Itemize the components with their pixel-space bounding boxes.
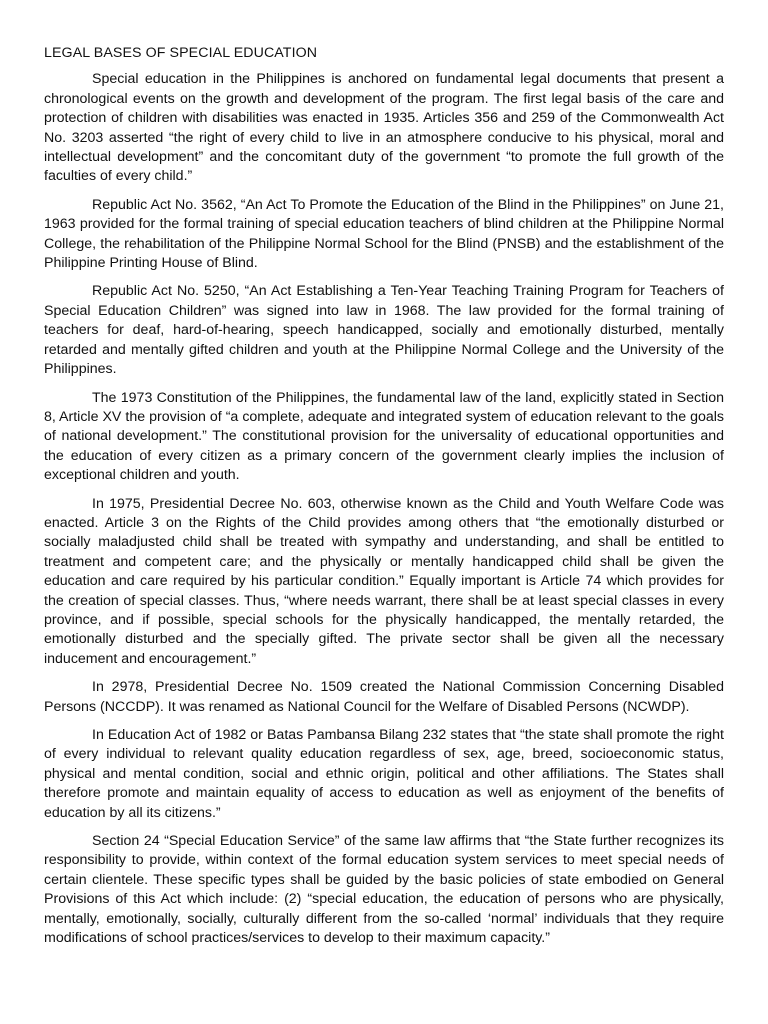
paragraph-pd-603: In 1975, Presidential Decree No. 603, otherwise known as the Child and Youth Welfare Code was enacted. Article 3 on the Rights of the Child provides among others that “the emotionally disturbed or socially maladjusted child shall be treated with sympathy and understanding, and shall be entitled to treatment and competent care; and the physically or mentally handicapped child shall be given the education and care required by his particular condition.” Equally important is Article 74 which provides for the creation of special classes. Thus, “where needs warrant, there shall be at least special classes in every province, and if possible, special schools for the physically handicapped, the mentally retarded, the emotionally disturbed and the specially gifted. The private sector shall be given all the necessary inducement and encouragement.” <box>44 495 724 667</box>
paragraph-1973-constitution: The 1973 Constitution of the Philippines, the fundamental law of the land, explicitly stated in Section 8, Article XV the provision of “a complete, adequate and integrated system of education relevant to the goals of national development.” The constitutional provision for the universality of educational opportunities and the education of every citizen as a primary concern of the government clearly implies the inclusion of exceptional children and youth. <box>44 389 724 484</box>
document-title: LEGAL BASES OF SPECIAL EDUCATION <box>44 45 318 61</box>
paragraph-commonwealth-act: Special education in the Philippines is anchored on fundamental legal documents that present a chronological events on the growth and development of the program. The first legal basis of the care and protection of children with disabilities was enacted in 1935. Articles 356 and 259 of the Commonwealth Act No. 3203 asserted “the right of every child to live in an atmosphere conducive to his physical, moral and intellectual development” and the concomitant duty of the government “to promote the full growth of the faculties of every child.” <box>44 71 724 185</box>
paragraph-ra-5250: Republic Act No. 5250, “An Act Establishing a Ten-Year Teaching Training Program for Teachers of Special Education Children” was signed into law in 1968. The law provided for the formal training of teachers for deaf, hard-of-hearing, speech handicapped, socially and emotionally disturbed, mentally retarded and mentally gifted children and youth at the Philippine Normal College and the University of the Philippines. <box>44 283 724 378</box>
paragraph-education-act-1982: In Education Act of 1982 or Batas Pambansa Bilang 232 states that “the state shall promote the right of every individual to relevant quality education regardless of sex, age, breed, socioeconomic status, physical and mental condition, social and ethnic origin, political and other affiliations. The States shall therefore promote and maintain equality of access to education as well as enjoyment of the benefits of education by all its citizens.” <box>44 727 724 821</box>
document-page <box>44 44 724 957</box>
paragraph-pd-1509: In 2978, Presidential Decree No. 1509 created the National Commission Concerning Disabled Persons (NCCDP). It was renamed as National Council for the Welfare of Disabled Persons (NCWDP). <box>44 679 724 715</box>
paragraph-ra-3562: Republic Act No. 3562, “An Act To Promote the Education of the Blind in the Philippines” on June 21, 1963 provided for the formal training of special education teachers of blind children at the Philippine Normal College, the rehabilitation of the Philippine Normal School for the Blind (PNSB) and the establishment of the Philippine Printing House of Blind. <box>44 196 724 272</box>
paragraph-section-24: Section 24 “Special Education Service” of the same law affirms that “the State further recognizes its responsibility to provide, within context of the formal education system services to meet special needs of certain clientele. These specific types shall be guided by the basic policies of state embodied on General Provisions of this Act which include: (2) “special education, the education of persons who are physically, mentally, emotionally, socially, culturally different from the so-called ‘normal’ individuals that they require modifications of school practices/services to develop to their maximum capacity.” <box>44 833 724 947</box>
